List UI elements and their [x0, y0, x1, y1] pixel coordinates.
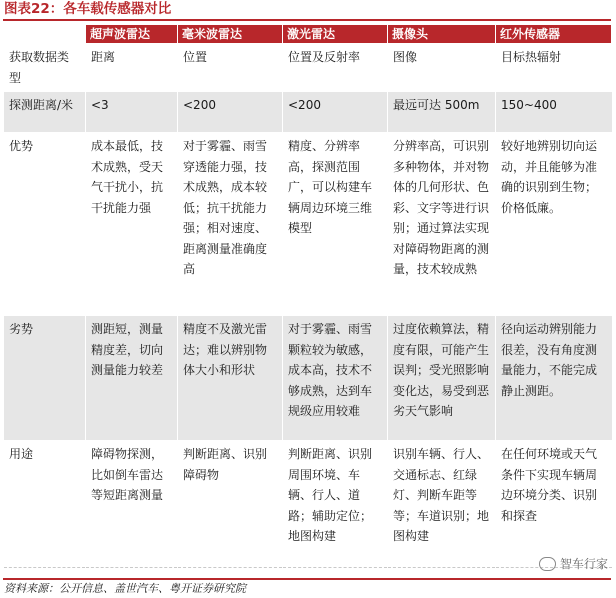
table-cell: 径向运动辨别能力很差，没有角度测量能力，不能完成静止测距。: [496, 316, 612, 441]
table-row: [4, 441, 612, 568]
table-cell: 在任何环境或天气条件下实现车辆周边环境分类、识别和探查: [496, 441, 612, 568]
header-cell-camera: 摄像头: [388, 25, 496, 44]
row-label-range: 探测距离/米: [4, 92, 86, 133]
row-label-applications: 用途: [4, 441, 86, 568]
table-cell: 对于雾霾、雨雪颗粒较为敏感，成本高，技术不够成熟，达到车规级应用较难: [283, 316, 388, 441]
table-cell: 测距短，测量精度差，切向测量能力较差: [86, 316, 178, 441]
row-label-advantages: 优势: [4, 133, 86, 316]
figure-title: 图表22：各车载传感器对比: [4, 1, 172, 17]
table-cell: 150~400: [496, 92, 612, 133]
table-row: [4, 44, 612, 92]
table-cell: 过度依赖算法，精度有限，可能产生误判；受光照影响变化达，易受到恶劣天气影响: [388, 316, 496, 441]
table-cell: 对于雾霾、雨雪穿透能力强，技术成熟，成本较低；抗干扰能力强；相对速度、距离测量准确度高: [178, 133, 283, 316]
row-label-data-type: 获取数据类型: [4, 44, 86, 92]
table-cell: 较好地辨别切向运动，并且能够为准确的识别到生物；价格低廉。: [496, 133, 612, 316]
table-cell: 判断距离、识别周围环境、车辆、行人、道路；辅助定位；地图构建: [283, 441, 388, 568]
table-cell: 识别车辆、行人、交通标志、红绿灯、判断车距等等；车道识别；地图构建: [388, 441, 496, 568]
table-row: [4, 316, 612, 441]
wechat-icon: [539, 557, 556, 571]
table-cell: <200: [178, 92, 283, 133]
table-cell: 分辨率高，可识别多种物体，并对物体的几何形状、色彩、文字等进行识别；通过算法实现对障碍物距离的测量，技术较成熟: [388, 133, 496, 316]
header-row: [4, 25, 612, 44]
table-cell: 精度不及激光雷达；难以辨别物体大小和形状: [178, 316, 283, 441]
sensor-comparison-table: [3, 24, 612, 568]
table-row: [4, 133, 612, 316]
table-cell: 距离: [86, 44, 178, 92]
table-cell: 位置: [178, 44, 283, 92]
header-cell-lidar: 激光雷达: [283, 25, 388, 44]
header-cell-mmwave: 毫米波雷达: [178, 25, 283, 44]
table-cell: 目标热辐射: [496, 44, 612, 92]
footer-rule: [3, 578, 611, 580]
table-cell: 精度、分辨率高，探测范围广，可以构建车辆周边环境三维模型: [283, 133, 388, 316]
title-rule: [3, 19, 611, 21]
source-note: 资料来源：公开信息、盖世汽车、粤开证券研究院: [4, 582, 246, 595]
table-cell: 最远可达 500m: [388, 92, 496, 133]
header-cell-infrared: 红外传感器: [496, 25, 612, 44]
table-cell: <3: [86, 92, 178, 133]
table-row: [4, 92, 612, 133]
header-cell-corner: [4, 25, 86, 44]
table-cell: 判断距离、识别障碍物: [178, 441, 283, 568]
header-cell-ultrasonic: 超声波雷达: [86, 25, 178, 44]
watermark: [539, 556, 608, 572]
row-label-disadvantages: 劣势: [4, 316, 86, 441]
table-cell: 图像: [388, 44, 496, 92]
table-cell: 位置及反射率: [283, 44, 388, 92]
table-cell: 障碍物探测，比如倒车雷达等短距离测量: [86, 441, 178, 568]
watermark-text: 智车行家: [559, 557, 608, 571]
table-cell: <200: [283, 92, 388, 133]
table-cell: 成本最低，技术成熟，受天气干扰小，抗干扰能力强: [86, 133, 178, 316]
